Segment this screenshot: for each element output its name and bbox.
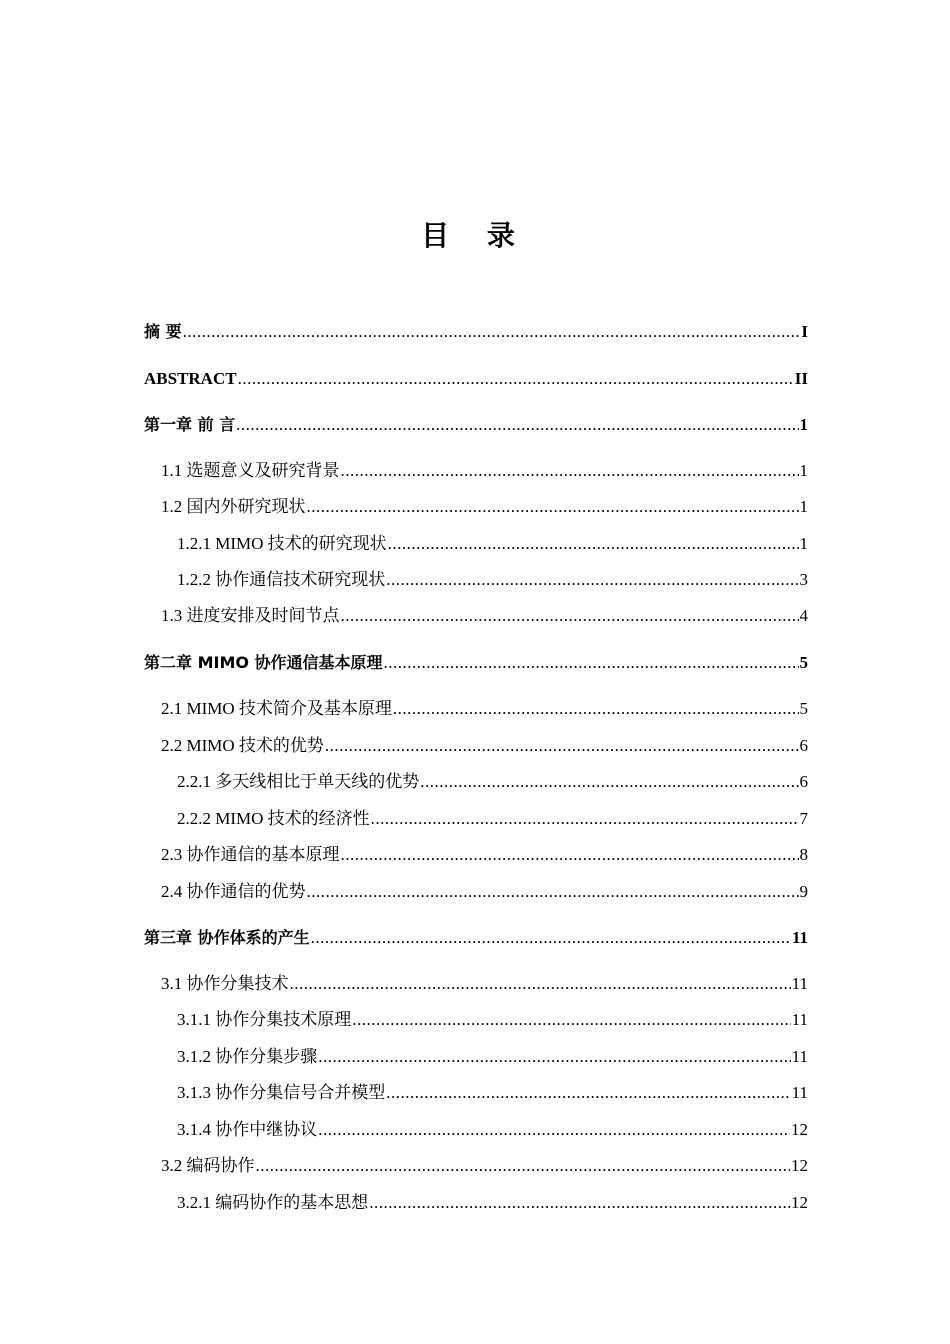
toc-page-number: 12 xyxy=(791,1156,808,1175)
toc-entry[interactable] xyxy=(144,650,808,676)
toc-dot-leader xyxy=(236,412,798,438)
toc-entry-title: 1.2.1 MIMO 技术的研究现状 xyxy=(177,534,387,553)
toc-entry-title: 2.3 协作通信的基本原理 xyxy=(161,845,340,864)
toc-dot-leader xyxy=(318,1044,790,1070)
toc-page-number: I xyxy=(801,322,808,341)
toc-page-number: 11 xyxy=(791,1010,808,1029)
toc-dot-leader xyxy=(307,879,799,905)
toc-entry[interactable] xyxy=(144,603,808,629)
toc-entry[interactable] xyxy=(144,1190,808,1216)
toc-page-number: 6 xyxy=(799,736,808,755)
toc-entry-title: 2.2.1 多天线相比于单天线的优势 xyxy=(177,772,420,791)
toc-entry-title: 摘 要 xyxy=(144,322,182,341)
toc-dot-leader xyxy=(388,531,799,557)
toc-dot-leader xyxy=(183,319,801,345)
toc-page-number: 3 xyxy=(799,570,808,589)
toc-entry[interactable] xyxy=(144,319,808,345)
toc-page-number: 11 xyxy=(791,974,808,993)
toc-page-number: 12 xyxy=(791,1193,808,1212)
toc-entry-title: 1.3 进度安排及时间节点 xyxy=(161,606,340,625)
page-title: 目 录 xyxy=(421,219,529,252)
toc-entry-title: 第三章 协作体系的产生 xyxy=(144,928,310,947)
toc-entry-title: 3.1.3 协作分集信号合并模型 xyxy=(177,1083,386,1102)
toc-page-number: 5 xyxy=(799,653,808,672)
toc-dot-leader xyxy=(341,458,799,484)
toc-page-number: 7 xyxy=(799,809,808,828)
toc-entry-title: 2.2 MIMO 技术的优势 xyxy=(161,736,324,755)
toc-page-number: 11 xyxy=(791,1083,808,1102)
toc-entry[interactable] xyxy=(144,696,808,722)
toc-dot-leader xyxy=(369,1190,790,1216)
toc-entry[interactable] xyxy=(144,1117,808,1143)
toc-page-number: II xyxy=(794,369,808,388)
toc-entry-title: 第二章 MIMO 协作通信基本原理 xyxy=(144,653,383,672)
toc-entry-title: 3.1.4 协作中继协议 xyxy=(177,1120,318,1139)
toc-page-number: 12 xyxy=(791,1120,808,1139)
toc-entry-title: 3.1.1 协作分集技术原理 xyxy=(177,1010,352,1029)
toc-page-number: 1 xyxy=(799,497,808,516)
toc-entry-title: 3.2 编码协作 xyxy=(161,1156,255,1175)
toc-page-number: 1 xyxy=(799,461,808,480)
toc-entry[interactable] xyxy=(144,971,808,997)
toc-entry[interactable] xyxy=(144,494,808,520)
toc-entry-title: 2.1 MIMO 技术简介及基本原理 xyxy=(161,699,392,718)
toc-entry-title: 3.1.2 协作分集步骤 xyxy=(177,1047,318,1066)
toc-dot-leader xyxy=(352,1007,790,1033)
toc-entry[interactable] xyxy=(144,458,808,484)
toc-entry-title: 3.2.1 编码协作的基本思想 xyxy=(177,1193,369,1212)
toc-dot-leader xyxy=(325,733,799,759)
toc-page-number: 9 xyxy=(799,882,808,901)
toc-entry[interactable] xyxy=(144,733,808,759)
toc-entry[interactable] xyxy=(144,412,808,438)
toc-entry[interactable] xyxy=(144,925,808,951)
toc-entry-title: 1.2 国内外研究现状 xyxy=(161,497,306,516)
toc-entry[interactable] xyxy=(144,1007,808,1033)
toc-entry-title: 第一章 前 言 xyxy=(144,415,236,434)
toc-page-number: 8 xyxy=(799,845,808,864)
toc-dot-leader xyxy=(386,1080,790,1106)
toc-entry[interactable] xyxy=(144,366,808,392)
toc-dot-leader xyxy=(371,806,799,832)
toc-dot-leader xyxy=(386,567,798,593)
toc-entry-title: 3.1 协作分集技术 xyxy=(161,974,289,993)
toc-dot-leader xyxy=(290,971,791,997)
toc-dot-leader xyxy=(311,925,791,951)
toc-dot-leader xyxy=(341,842,799,868)
toc-entry[interactable] xyxy=(144,1080,808,1106)
toc-entry-title: ABSTRACT xyxy=(144,369,237,388)
toc-dot-leader xyxy=(393,696,799,722)
toc-entry[interactable] xyxy=(144,567,808,593)
toc-entry[interactable] xyxy=(144,1044,808,1070)
toc-page-number: 11 xyxy=(791,1047,808,1066)
toc-dot-leader xyxy=(307,494,799,520)
toc-dot-leader xyxy=(238,366,794,392)
toc-entry[interactable] xyxy=(144,879,808,905)
toc-entry-title: 1.1 选题意义及研究背景 xyxy=(161,461,340,480)
toc-page-number: 11 xyxy=(791,928,808,947)
toc-dot-leader xyxy=(420,769,798,795)
toc-entry[interactable] xyxy=(144,806,808,832)
toc-dot-leader xyxy=(318,1117,790,1143)
toc-page-number: 1 xyxy=(799,415,808,434)
toc-dot-leader xyxy=(384,650,799,676)
toc-entry[interactable] xyxy=(144,1153,808,1179)
toc-page-number: 5 xyxy=(799,699,808,718)
toc-entry-title: 2.4 协作通信的优势 xyxy=(161,882,306,901)
toc-entry[interactable] xyxy=(144,531,808,557)
toc-entry-title: 2.2.2 MIMO 技术的经济性 xyxy=(177,809,370,828)
toc-entry[interactable] xyxy=(144,842,808,868)
toc-dot-leader xyxy=(341,603,799,629)
toc-page-number: 4 xyxy=(799,606,808,625)
toc-entry[interactable] xyxy=(144,769,808,795)
toc-page-number: 6 xyxy=(799,772,808,791)
toc-page-number: 1 xyxy=(799,534,808,553)
toc-entry-title: 1.2.2 协作通信技术研究现状 xyxy=(177,570,386,589)
toc-dot-leader xyxy=(256,1153,791,1179)
